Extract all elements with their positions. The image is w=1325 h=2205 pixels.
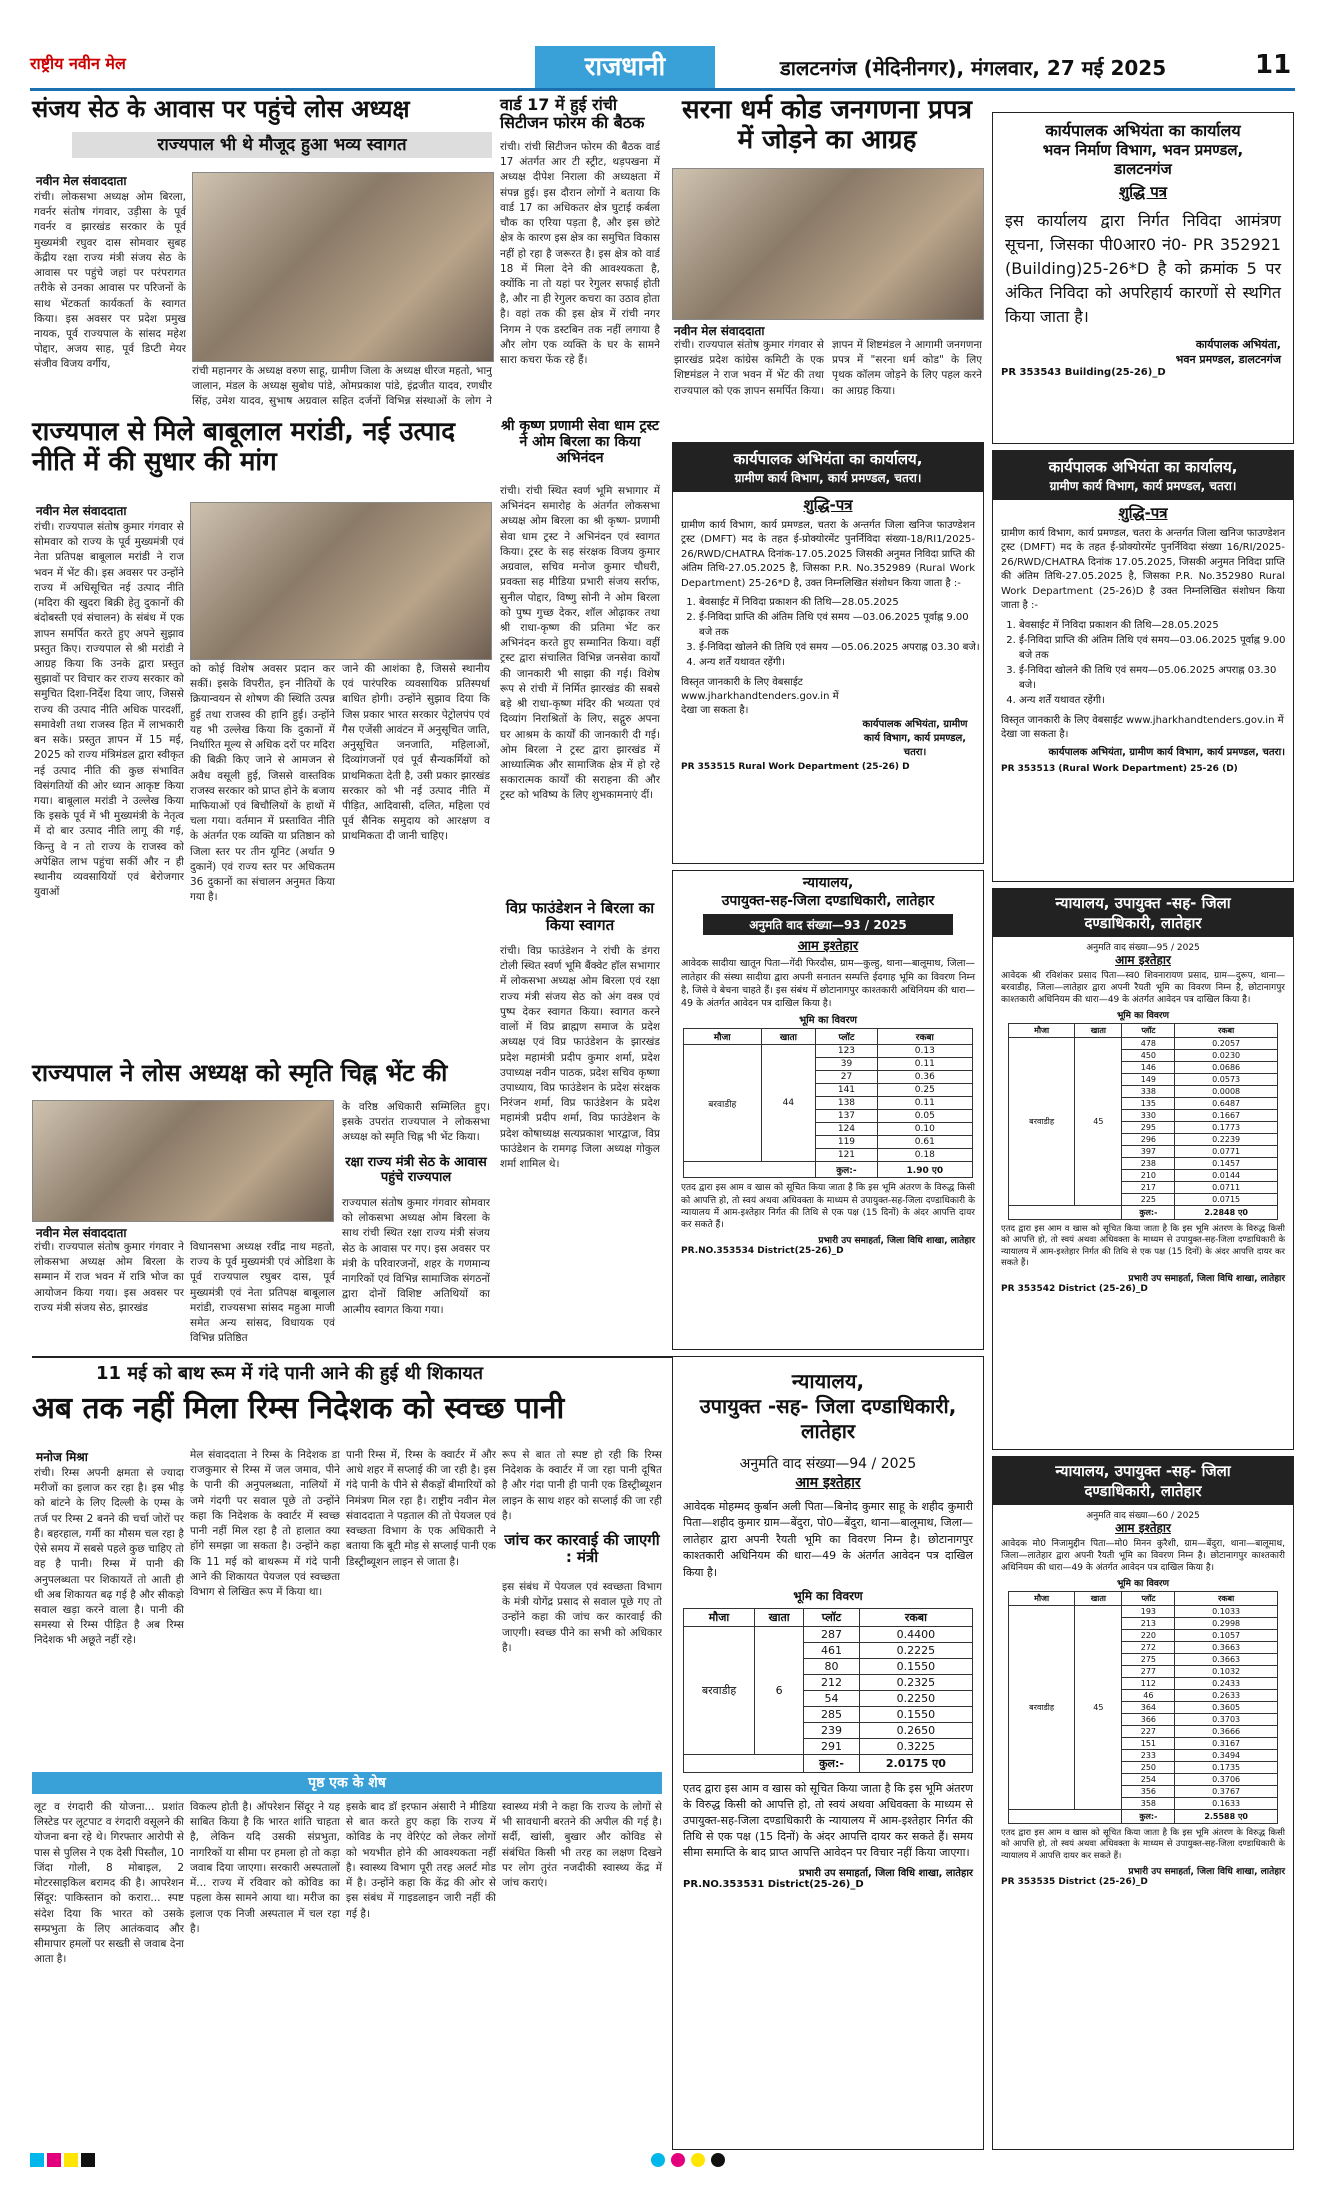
plot-cell: 364 bbox=[1122, 1702, 1175, 1714]
column-header: मौजा bbox=[1009, 1592, 1075, 1606]
rakba-cell: 0.2250 bbox=[859, 1691, 972, 1707]
total-label: कुल:- bbox=[1122, 1810, 1175, 1824]
story1-headline: संजय सेठ के आवास पर पहुंचे लोस अध्यक्ष bbox=[32, 95, 410, 123]
yellow-swatch bbox=[64, 2153, 78, 2167]
plot-cell: 217 bbox=[1122, 1182, 1175, 1194]
rakba-cell: 0.3494 bbox=[1175, 1750, 1278, 1762]
total-spacer bbox=[684, 1755, 804, 1773]
notice7-footer: एतद द्वारा इस आम व खास को सूचित किया जाता है कि इस भूमि अंतरण के विरुद्ध किसी को आपत्ति हो, तो स्वयं अथवा अधिवक्ता के माध्यम से उपायुक्त-सह-जिला दण्डाधिकारी के न्यायालय में आपत्ति दायर कर सकते हैं। bbox=[1001, 1828, 1285, 1861]
story9-body2: मेल संवाददाता ने रिम्स के निदेशक डा राजकुमार से रिम्स में जल जमाव, पीने के पानी की अनुपलब्धता, नालियों में जमे गंदगी पर सवाल पूछे तो उन्होंने कहा कि निदेशक के क्वार्टर में स्वच्छ पानी नहीं मिल रहा है तो हालात क्या होंगे समझा जा सकता है। उन्होंने कहा कि 11 मई को बाथरूम में गंदे पानी आने की शिकायत पेयजल एवं स्वच्छता विभाग से लिखित रूप में किया था। bbox=[190, 1449, 340, 1598]
story6-headline: विप्र फाउंडेशन ने बिरला का किया स्वागत bbox=[505, 899, 655, 935]
notice6-case: अनुमति वाद संख्या—95 / 2025 bbox=[1086, 943, 1200, 953]
cyan-swatch bbox=[30, 2153, 44, 2167]
plot-cell: 138 bbox=[816, 1097, 877, 1110]
column-header: प्लॉट bbox=[816, 1029, 877, 1045]
yellow-dot bbox=[691, 2153, 705, 2167]
notice4-pr: PR.NO.353531 District(25-26)_D bbox=[683, 1878, 864, 1890]
column-header: प्लॉट bbox=[804, 1609, 860, 1627]
plot-cell: 141 bbox=[816, 1084, 877, 1097]
continued-band-label: पृष्ठ एक के शेष bbox=[308, 1775, 386, 1791]
notice4-box bbox=[672, 1356, 984, 2150]
plot-cell: 366 bbox=[1122, 1714, 1175, 1726]
notice4-title3: लातेहार bbox=[800, 1419, 856, 1443]
plot-cell: 46 bbox=[1122, 1690, 1175, 1702]
plot-cell: 287 bbox=[804, 1627, 860, 1643]
plot-cell: 210 bbox=[1122, 1170, 1175, 1182]
column-header: प्लॉट bbox=[1122, 1024, 1175, 1038]
total-row bbox=[684, 1162, 973, 1178]
notice3-pr: PR.NO.353534 District(25-26)_D bbox=[681, 1246, 844, 1256]
notice1-box bbox=[992, 112, 1294, 444]
rakba-cell: 0.1550 bbox=[859, 1707, 972, 1723]
notice5-title2: ग्रामीण कार्य विभाग, कार्य प्रमण्डल, चतरा। bbox=[1049, 479, 1237, 493]
story7-headline: राज्यपाल ने लोस अध्यक्ष को स्मृति चिह्न भेंट की bbox=[32, 1059, 448, 1087]
total-value: 2.5588 ए0 bbox=[1175, 1810, 1278, 1824]
print-registration-marks bbox=[30, 2152, 1295, 2172]
notice5-web: विस्तृत जानकारी के लिए वेबसाईट www.jharkhandtenders.gov.in में देखा जा सकता है। bbox=[1001, 714, 1284, 740]
plot-cell: 212 bbox=[804, 1675, 860, 1691]
notice7-title2: दण्डाधिकारी, लातेहार bbox=[1084, 1482, 1202, 1500]
rakba-cell: 0.2057 bbox=[1175, 1038, 1278, 1050]
notice7-case: अनुमति वाद संख्या—60 / 2025 bbox=[1086, 1511, 1200, 1521]
notice1-title3: डालटनगंज bbox=[1114, 159, 1172, 178]
notice3-case: अनुमति वाद संख्या—93 / 2025 bbox=[703, 914, 953, 935]
notice6-sign: प्रभारी उप समाहर्ता, जिला विधि शाखा, लातेहार bbox=[1128, 1273, 1285, 1284]
story10-body: लूट व रंगदारी की योजना... प्रशांत लिस्टेड पर लूटपाट व रंगदारी वसूलने की योजना बना रहे थे। गिरफ्तार आरोपी से पास से पुलिस ने एक देसी पिस्तौल, 10 जिंदा गोली, 8 मोबाइल, 2 मोटरसाइकिल बरामद की है। आपरेशन सिंदूर: पाकिस्तान को करारा... स्पष्ट संदेश दिया कि भारत को उसके सम्प्रभुता के लिए आतंकवाद और सीमापार हमलों पर सख्ती से जवाब देना आता है। bbox=[34, 1801, 184, 1966]
column-header: खाता bbox=[761, 1029, 816, 1045]
notice2-item: 3. ई-निविदा खोलने की तिथि एवं समय —05.06.2025 अपराह्न 03.30 बजे। bbox=[699, 640, 983, 655]
rakba-cell: 0.2633 bbox=[1175, 1690, 1278, 1702]
rakba-cell: 0.61 bbox=[877, 1136, 972, 1149]
plot-cell: 250 bbox=[1122, 1762, 1175, 1774]
khata-cell: 44 bbox=[761, 1045, 816, 1162]
notice2-title2: ग्रामीण कार्य विभाग, कार्य प्रमण्डल, चतरा। bbox=[734, 471, 922, 485]
rakba-cell: 0.3225 bbox=[859, 1739, 972, 1755]
story3-byline: नवीन मेल संवाददाता bbox=[674, 324, 765, 338]
notice2-box bbox=[672, 442, 984, 864]
rakba-cell: 0.36 bbox=[877, 1071, 972, 1084]
rakba-cell: 0.2225 bbox=[859, 1643, 972, 1659]
notice1-pr: PR 353543 Building(25-26)_D bbox=[1001, 367, 1166, 379]
rakba-cell: 0.1032 bbox=[1175, 1666, 1278, 1678]
black-dot bbox=[711, 2153, 725, 2167]
rakba-cell: 0.0573 bbox=[1175, 1074, 1278, 1086]
story9-byline: मनोज मिश्रा bbox=[36, 1450, 88, 1464]
total-spacer bbox=[1009, 1810, 1122, 1824]
column-header: रकबा bbox=[1175, 1592, 1278, 1606]
story9-body3: पानी रिम्स में, रिम्स के क्वार्टर में और आधे शहर में सप्लाई की जा रही है। इस गंदे पानी के पीने से सैकड़ों बीमारियों को निमंत्रण मिल रहा है। राष्ट्रीय नवीन मेल संवाददाता ने पड़ताल की तो पेयजल एवं स्वच्छता विभाग के एक अधिकारी ने बताया कि बूटी मोड़ से सप्लाई पानी एक डिस्ट्रीब्यूशन लाइन से जाता है। bbox=[346, 1449, 496, 1568]
rakba-cell: 0.0144 bbox=[1175, 1170, 1278, 1182]
black-swatch bbox=[81, 2153, 95, 2167]
section-tab: राजधानी bbox=[535, 46, 715, 88]
column-header: मौजा bbox=[1009, 1024, 1075, 1038]
notice6-pr: PR 353542 District (25-26)_D bbox=[1001, 1283, 1148, 1294]
notice2-body: ग्रामीण कार्य विभाग, कार्य प्रमण्डल, चतरा के अन्तर्गत जिला खनिज फाउण्डेशन ट्रस्ट (DMFT) मद के तहत ई-प्रोक्योरमेंट पुनर्निविदा संख्या-18/RI1/2025-26/RWD/CHATRA दिनांक-17.05.2025 जिसकी अनुमत निविदा प्राप्ति की अंतिम तिथि-27.05.2025 है, जिसका P.R. No.352989 (Rural Work Department) 25-26*D है, उक्त निम्नलिखित संशोधन किया जाता है :- bbox=[681, 519, 975, 589]
story5-body: रांची। रांची स्थित स्वर्ण भूमि सभागार में अभिनंदन समारोह के अंतर्गत लोकसभा अध्यक्ष ओम बिरला का श्री कृष्ण- प्रणामी सेवा धाम ट्रस्ट ने अभिनंदन एवं स्वागत किया। ट्रस्ट के सह संरक्षक विजय कुमार अग्रवाल, सचिव मनोज कुमार चौधरी, प्रवक्ता सह मीडिया प्रभारी संजय सर्राफ, सुनील पोद्दार, विष्णु सोनी ने ओम बिरला को पुष्प गुच्छ देकर, शॉल ओढ़ाकर तथा श्री राधा-कृष्ण की प्रतिमा भेंट कर अभिनंदन करते हुए सम्मानित किया। वहीं ट्रस्ट द्वारा संचालित विभिन्न जनसेवा कार्यों की जानकारी भी साझा की गई। विशेष रूप से रांची में निर्मित झारखंड की सबसे बड़े श्री राधा-कृष्ण मंदिर की भव्यता एवं दिव्यांग निराश्रितों के लिए, सद्गुरु अपना घर आश्रम के कार्यों की जानकारी दी गई। ओम बिरला ने ट्रस्ट द्वारा झारखंड में आध्यात्मिक और सामाजिक क्षेत्र में हो रहे सकारात्मक कार्यों की सराहना की और ट्रस्ट को भविष्य के लिए शुभकामनाएं दीं। bbox=[500, 485, 660, 802]
total-label: कुल:- bbox=[816, 1162, 877, 1178]
rakba-cell: 0.3706 bbox=[1175, 1774, 1278, 1786]
notice4-sub: आम इश्तेहार bbox=[795, 1475, 861, 1491]
notice6-box bbox=[992, 888, 1294, 1450]
rakba-cell: 0.11 bbox=[877, 1097, 972, 1110]
notice5-item: 3. ई-निविदा खोलने की तिथि एवं समय—05.06.2025 अपराह्न 03.30 बजे। bbox=[1019, 663, 1293, 693]
notice2-pr: PR 353515 Rural Work Department (25-26) D bbox=[681, 762, 910, 773]
story2-headline: वार्ड 17 में हुई रांची सिटीजन फोरम की बैठक bbox=[500, 95, 645, 133]
cyan-dot bbox=[651, 2153, 665, 2167]
story2-body: रांची। रांची सिटीजन फोरम की बैठक वार्ड 17 अंतर्गत आर टी स्ट्रीट, थड़पखना में अध्यक्ष दीपेश निराला की अध्यक्षता में संपन्न हुई। इस दौरान लोगों ने बताया कि वार्ड 17 का अधिकतर क्षेत्र घुटाई कर्बला चौक का एरिया पड़ता है, और इस छोटे क्षेत्र के कारण इस क्षेत्र का समुचित विकास नहीं हो रहा है जरूरत है। इस क्षेत्र को वार्ड 18 में मिला देने की आवश्यकता है, क्योंकि ना तो यहां पर रेगुलर सफाई होती है, और ना ही रेगुलर कचरा का उठाव होता है। वहां तक की इस क्षेत्र में रांची नगर निगम ने एक डस्टबिन तक नहीं लगाया है और लोग एक व्यक्ति के घर के सामने सारा कचरा फेंक रहे हैं। bbox=[500, 141, 660, 367]
column-header: मौजा bbox=[684, 1029, 762, 1045]
notice1-sub: शुद्धि पत्र bbox=[1118, 182, 1168, 201]
notice4-title1: न्यायालय, bbox=[791, 1369, 865, 1393]
notice2-sub: शुद्धि-पत्र bbox=[803, 496, 853, 514]
plot-cell: 119 bbox=[816, 1136, 877, 1149]
notice2-items bbox=[699, 595, 983, 670]
story1-subhead: राज्यपाल भी थे मौजूद हुआ भव्य स्वागत bbox=[72, 132, 492, 158]
rakba-cell: 0.3663 bbox=[1175, 1654, 1278, 1666]
story7-photo bbox=[32, 1100, 334, 1222]
story1-body: रांची। लोकसभा अध्यक्ष ओम बिरला, गवर्नर संतोष गंगवार, उड़ीसा के पूर्व गवर्नर व झारखंड सरकार के पूर्व मुख्यमंत्री रघुवर दास सोमवार सुबह केंद्रीय रक्षा राज्य मंत्री संजय सेठ के आवास पर पहुंचे जहां पर परंपरागत तरीके से उनका आवास पर परिजनों के साथ भेंटकर्ता कार्यकर्ता के स्वागत किया। इस अवसर पर प्रदेश प्रमुख नायक, पूर्व राज्यपाल के सांसद महेश पोद्दार, अजय साह, पूर्व डिप्टी मेयर संजीव विजय वर्गीय, bbox=[34, 191, 186, 371]
mauza-cell: बरवाडीह bbox=[684, 1627, 755, 1755]
rakba-cell: 0.0711 bbox=[1175, 1182, 1278, 1194]
notice3-box bbox=[672, 870, 984, 1350]
plot-cell: 135 bbox=[1122, 1098, 1175, 1110]
rakba-cell: 0.1773 bbox=[1175, 1122, 1278, 1134]
notice6-footer: एतद द्वारा इस आम व खास को सूचित किया जाता है कि इस भूमि अंतरण के विरुद्ध किसी को आपत्ति हो, तो स्वयं अथवा अधिवक्ता के माध्यम से उपायुक्त-सह-जिला दण्डाधिकारी के न्यायालय में आम-इश्तेहार निर्गत की तिथि से एक पक्ष (15 दिनों) के अंदर आपत्ति दायर कर सकते हैं। bbox=[1001, 1224, 1285, 1268]
story7-byline: नवीन मेल संवाददाता bbox=[36, 1226, 127, 1240]
notice6-land-table bbox=[1008, 1023, 1278, 1220]
rakba-cell: 0.2998 bbox=[1175, 1618, 1278, 1630]
table-row bbox=[684, 1627, 973, 1643]
story4-body3: जाने की आशंका है, जिससे स्थानीय एवं पारंपरिक व्यवसायिक प्रतिस्पर्धा बाधित होगी। उन्होंने सुझाव दिया कि जिस प्रकार भारत सरकार पेट्रोलपंप एवं गैस एजेंसी आवंटन में अनुसूचित जाति, अनुसूचित जनजाति, महिलाओं, दिव्यांगजनों एवं पूर्व सैन्यकर्मियों को प्राथमिकता देती है, उसी प्रकार झारखंड सरकार को भी नई उत्पाद नीति में पीड़ित, आदिवासी, दलित, महिला एवं पूर्व सैनिक समुदाय को आरक्षण व प्राथमिकता दी जानी चाहिए। bbox=[342, 663, 490, 843]
story9-headline: अब तक नहीं मिला रिम्स निदेशक को स्वच्छ पानी bbox=[32, 1391, 565, 1426]
mauza-cell: बरवाडीह bbox=[684, 1045, 762, 1162]
notice1-title1: कार्यपालक अभियंता का कार्यालय bbox=[1045, 121, 1241, 140]
story1-caption: रांची महानगर के अध्यक्ष वरुण साहू, ग्रामीण जिला के अध्यक्ष धीरज महतो, भानु जालान, मंडल के अध्यक्ष सुबोध पांडे, ओमप्रकाश पांडे, इंद्रजीत यादव, रणधीर सिंह, उमेश यादव, सुभाष अग्रवाल सहित दर्जनों विभिन्न संस्थाओं के लोग ने bbox=[192, 365, 492, 408]
notice4-case: अनुमति वाद संख्या—94 / 2025 bbox=[739, 1456, 917, 1472]
table-row bbox=[684, 1045, 973, 1058]
plot-cell: 225 bbox=[1122, 1194, 1175, 1206]
story10-body2: विकल्प होती है। ऑपरेशन सिंदूर ने यह साबित किया है कि भारत शांति चाहता है, लेकिन यदि उसकी संप्रभुता, नागरिकों या सीमा पर हमला हो तो कड़ा जवाब दिया जाएगा। सरकारी अस्पतालों में... राज्य में रविवार को कोविड का पहला केस सामने आया था। मरीज का इलाज एक निजी अस्पताल में चल रहा है। bbox=[190, 1801, 340, 1935]
plot-cell: 80 bbox=[804, 1659, 860, 1675]
total-value: 2.0175 ए0 bbox=[859, 1755, 972, 1773]
plot-cell: 213 bbox=[1122, 1618, 1175, 1630]
rakba-cell: 0.3605 bbox=[1175, 1702, 1278, 1714]
story9-kicker: 11 मई को बाथ रूम में गंदे पानी आने की हुई थी शिकायत bbox=[96, 1363, 484, 1384]
story9-body: रांची। रिम्स अपनी क्षमता से ज्यादा मरीजों का इलाज कर रहा है। इस भीड़ को बांटने के लिए दिल्ली के एम्स के तर्ज पर रिम्स 2 बनने की चर्चा जोरों पर है। बहरहाल, गर्मी का मौसम चल रहा है ऐसे समय में सबसे पहले कुछ चाहिए तो वह है पानी। रिम्स में पानी की अनुपलब्धता पर शिकायतें तो आती ही थी अब शिकायत बढ़ गई है और सीकड़ो सवाल खड़ा करने वाला है। पानी की समस्या से रिम्स पीड़ित है अब रिम्स निदेशक भी अछूते नहीं रहे। bbox=[34, 1467, 184, 1647]
story4-headline: राज्यपाल से मिले बाबूलाल मरांडी, नई उत्पाद नीति में की सुधार की मांग bbox=[32, 417, 456, 477]
column-header: मौजा bbox=[684, 1609, 755, 1627]
mauza-cell: बरवाडीह bbox=[1009, 1606, 1075, 1810]
notice1-sign2: भवन प्रमण्डल, डालटनगंज bbox=[1175, 353, 1281, 367]
notice5-body: ग्रामीण कार्य विभाग, कार्य प्रमण्डल, चतरा के अन्तर्गत जिला खनिज फाउण्डेशन ट्रस्ट (DMFT) मद के तहत ई-प्रोक्योरमेंट पुनर्निविदा संख्या 16/RI/2025-26/RWD/CHATRA दिनांक 17.05.2025, जिसकी अनुमत निविदा प्राप्ति की अंतिम तिथि-27.05.2025 है, जिसका P.R. No.352980 Rural Work Department (25-26)D है उक्त निम्नलिखित संशोधन किया जाता है :- bbox=[1001, 527, 1285, 612]
plot-cell: 461 bbox=[804, 1643, 860, 1659]
notice6-body: आवेदक श्री रविशंकर प्रसाद पिता—स्व0 शिवनारायण प्रसाद, ग्राम—दुरूप, थाना—बरवाडीह, जिला—लातेहार द्वारा अपनी रैयती भूमि का विवरण निम्न है, छोटानागपुर काश्तकारी अधिनियम की धारा—49 के अंतर्गत आवेदन पत्र दाखिल किया है। bbox=[1001, 971, 1285, 1006]
notice5-box bbox=[992, 450, 1294, 882]
notice3-title2: उपायुक्त-सह-जिला दण्डाधिकारी, लातेहार bbox=[721, 892, 935, 909]
plot-cell: 121 bbox=[816, 1149, 877, 1162]
notice5-title1: कार्यपालक अभियंता का कार्यालय, bbox=[1048, 458, 1238, 476]
notice3-body: आवेदक सादीया खातून पिता—गेंदी फिरदौस, ग्राम—कुल्हु, थाना—बालूमाथ, जिला—लातेहार की संस्था सादीया द्वारा अपनी सनातन सम्पत्ति ईदगाह भूमि का विवरण निम्न है, जिसे वे बेचना चाहते हैं। इस संबंध में छोटानागपुर काश्तकारी अधिनियम की धारा—49 के अंतर्गत आवेदन पत्र दाखिल किया है। bbox=[681, 958, 975, 1010]
notice2-title1: कार्यपालक अभियंता का कार्यालय, bbox=[733, 450, 923, 468]
story5-headline: श्री कृष्ण प्रणामी सेवा धाम ट्रस्ट ने ओम बिरला का किया अभिनंदन bbox=[500, 418, 660, 467]
notice2-web: विस्तृत जानकारी के लिए वेबसाईट www.jharkhandtenders.gov.in में देखा जा सकता है। bbox=[681, 677, 839, 717]
notice7-land-table bbox=[1008, 1591, 1278, 1824]
total-value: 1.90 ए0 bbox=[877, 1162, 972, 1178]
notice5-items bbox=[1019, 618, 1293, 708]
column-header: रकबा bbox=[859, 1609, 972, 1627]
magenta-dot bbox=[671, 2153, 685, 2167]
rakba-cell: 0.3767 bbox=[1175, 1786, 1278, 1798]
rakba-cell: 0.18 bbox=[877, 1149, 972, 1162]
paper-name: राष्ट्रीय नवीन मेल bbox=[30, 54, 126, 73]
rakba-cell: 0.4400 bbox=[859, 1627, 972, 1643]
notice1-sign1: कार्यपालक अभियंता, bbox=[1195, 338, 1281, 352]
rakba-cell: 0.13 bbox=[877, 1045, 972, 1058]
dateline: डालटनगंज (मेदिनीनगर), मंगलवार, 27 मई 2025 bbox=[780, 56, 1167, 80]
notice3-sign: प्रभारी उप समाहर्ता, जिला विधि शाखा, लातेहार bbox=[818, 1236, 975, 1246]
plot-cell: 27 bbox=[816, 1071, 877, 1084]
notice1-title2: भवन निर्माण विभाग, भवन प्रमण्डल, bbox=[1042, 141, 1244, 159]
notice5-sign: कार्यपालक अभियंता, ग्रामीण कार्य विभाग, कार्य प्रमण्डल, चतरा। bbox=[1048, 746, 1285, 758]
total-row bbox=[684, 1755, 973, 1773]
rakba-cell: 0.11 bbox=[877, 1058, 972, 1071]
story7-body2: विधानसभा अध्यक्ष रवींद्र नाथ महतो, राज्य के पूर्व मुख्यमंत्री एवं ओडिशा के पूर्व राज्यपाल रघुबर दास, पूर्व मुख्यमंत्री एवं नेता प्रतिपक्ष बाबूलाल मरांडी, राज्यसभा सांसद महुआ माजी समेत अन्य सांसद, विधायक एवं विभिन्न प्रतिष्ठित bbox=[190, 1241, 335, 1345]
plot-cell: 239 bbox=[804, 1723, 860, 1739]
total-spacer bbox=[684, 1162, 816, 1178]
plot-cell: 275 bbox=[1122, 1654, 1175, 1666]
story6-body: रांची। विप्र फाउंडेशन ने रांची के डंगरा टोली स्थित स्वर्ण भूमि बैंक्वेट हॉल सभागार में लोकसभा अध्यक्ष ओम बिरला एवं रक्षा राज्य मंत्री संजय सेठ को अंग वस्त्र एवं पुष्प देकर स्वागत किया। स्वागत करने वालों में विप्र ब्राह्मण समाज के प्रदेश अध्यक्ष एवं विप्र फाउंडेशन के झारखंड प्रदेश महामंत्री प्रदीप कुमार शर्मा, प्रदेश उपाध्यक्ष नवीन पाठक, प्रदेश सचिव कृष्णा उपाध्याय, विप्र फाउंडेशन के प्रदेश संरक्षक निरंजन शर्मा, विप्र फाउंडेशन के प्रदेश महामंत्री प्रदीप शर्मा, विप्र फाउंडेशन के प्रदेश कोषाध्यक्ष सत्यप्रकाश भारद्वाज, विप्र फाउंडेशन के रामगढ़ जिला अध्यक्ष गोकुल शर्मा शामिल थे। bbox=[500, 945, 660, 1171]
plot-cell: 220 bbox=[1122, 1630, 1175, 1642]
story4-body: रांची। राज्यपाल संतोष कुमार गंगवार से सोमवार को राज्य के पूर्व मुख्यमंत्री एवं नेता प्रतिपक्ष बाबूलाल मरांडी ने राज भवन में भेंट की। इस अवसर पर उन्होंने राज्य में अधिसूचित नई उत्पाद नीति (मदिरा की खुदरा बिक्री हेतु दुकानों की बंदोबस्ती एवं संचालन) के संबंध में एक ज्ञापन समर्पित करते हुए अपने सुझाव प्रस्तुत किए। राज्यपाल से श्री मरांडी ने आग्रह किया कि उनके द्वारा प्रस्तुत सुझावों पर विचार कर राज्य सरकार को समुचित दिशा-निर्देश दिया जाए, जिससे राज्य की उत्पाद नीति अधिक पारदर्शी, समावेशी तथा राजस्व हित में लाभकारी बन सके। प्रस्तुत ज्ञापन में 15 मई, 2025 को राज्य मंत्रिमंडल द्वारा स्वीकृत नई उत्पाद नीति की कुछ संभावित विसंगतियों की ओर ध्यान आकृष्ट किया गया। बाबूलाल मरांडी ने उल्लेख किया कि इसके पूर्व में भी मुख्यमंत्री के नेतृत्व में दो बार उत्पाद नीति लागू की गई, किन्तु वे न तो राज्य के राजस्व को अपेक्षित लाभ पहुंचा सकीं और न ही स्थानीय व्यवसायियों एवं बेरोजगार युवाओं bbox=[34, 521, 184, 899]
rakba-cell: 0.0230 bbox=[1175, 1050, 1278, 1062]
table-row bbox=[1009, 1606, 1278, 1618]
notice6-title2: दण्डाधिकारी, लातेहार bbox=[1084, 914, 1202, 932]
rakba-cell: 0.10 bbox=[877, 1123, 972, 1136]
story9-subhead: जांच कर कारवाई की जाएगी : मंत्री bbox=[504, 1531, 660, 1567]
total-row bbox=[1009, 1206, 1278, 1220]
story3-body: रांची। राज्यपाल संतोष कुमार गंगवार से झारखंड प्रदेश कांग्रेस कमिटी के एक शिष्टमंडल ने राज भवन में भेंट की तथा राज्यपाल को एक ज्ञापन समर्पित किया। ज्ञापन में शिष्टमंडल ने आगामी जनगणना प्रपत्र में "सरना धर्म कोड" के लिए पृथक कॉलम जोड़ने के लिए पहल करने का आग्रह किया। bbox=[674, 339, 982, 397]
plot-cell: 478 bbox=[1122, 1038, 1175, 1050]
column-header: रकबा bbox=[1175, 1024, 1278, 1038]
notice5-item: 4. अन्य शर्तें यथावत रहेंगी। bbox=[1019, 693, 1293, 708]
rakba-cell: 0.1633 bbox=[1175, 1798, 1278, 1810]
notice3-sub: आम इश्तेहार bbox=[797, 939, 859, 954]
rakba-cell: 0.1057 bbox=[1175, 1630, 1278, 1642]
notice2-item: 1. बेवसाईट में निविदा प्रकाशन की तिथि—28.05.2025 bbox=[699, 595, 983, 610]
rakba-cell: 0.2650 bbox=[859, 1723, 972, 1739]
story9-body5: इस संबंध में पेयजल एवं स्वच्छता विभाग के मंत्री योगेंद्र प्रसाद से सवाल पूछे गए तो उन्होंने कहा की जांच कर कारवाई की जाएगी। स्वच्छ पीने का सभी को अधिकार है। bbox=[502, 1581, 662, 1654]
plot-cell: 54 bbox=[804, 1691, 860, 1707]
notice4-body: आवेदक मोहम्मद कुर्बान अली पिता—बिनोद कुमार साहू के शहीद कुमारी पिता—शहीद कुमार ग्राम—बेंदुरा, पो0—बेंदुरा, थाना—बालूमाथ, जिला—लातेहार द्वारा अपनी रैयती भूमि का विवरण निम्न है। छोटानागपुर काश्तकारी अधिनियम की धारा—49 के अंतर्गत आवेदन पत्र दाखिल किया है। bbox=[683, 1499, 973, 1579]
plot-cell: 285 bbox=[804, 1707, 860, 1723]
notice6-land-caption: भूमि का विवरण bbox=[1116, 1011, 1170, 1022]
rakba-cell: 0.3666 bbox=[1175, 1726, 1278, 1738]
plot-cell: 233 bbox=[1122, 1750, 1175, 1762]
notice2-item: 4. अन्य शर्तें यथावत रहेंगी। bbox=[699, 655, 983, 670]
total-row bbox=[1009, 1810, 1278, 1824]
plot-cell: 291 bbox=[804, 1739, 860, 1755]
page-number: 11 bbox=[1255, 50, 1292, 80]
story4-photo bbox=[190, 502, 492, 660]
notice4-footer: एतद द्वारा इस आम व खास को सूचित किया जाता है कि इस भूमि अंतरण के विरुद्ध किसी को आपत्ति हो, तो स्वयं अथवा अधिवक्ता के माध्यम से उपायुक्त-सह-जिला दण्डाधिकारी के न्यायालय में आम-इश्तेहार निर्गत की तिथि से एक पक्ष (15 दिनों) के अंदर आपत्ति दायर कर सकते हैं। समय सीमा समाप्ति के बाद प्राप्त आपत्ति आवेदन पर विचार नहीं किया जाएगा। bbox=[683, 1782, 973, 1859]
rakba-cell: 0.2239 bbox=[1175, 1134, 1278, 1146]
notice4-title2: उपायुक्त -सह- जिला दण्डाधिकारी, bbox=[699, 1394, 957, 1418]
column-header: खाता bbox=[1075, 1592, 1122, 1606]
notice7-body: आवेदक मो0 निजामुद्दीन पिता—मो0 मिनन कुरैशी, ग्राम—बेंदुरा, थाना—बालूमाथ, जिला—लातेहार द्वारा अपनी रैयती भूमि का विवरण निम्न है। छोटानागपुर काश्तकारी अधिनियम की धारा—49 के अंतर्गत आवेदन पत्र दाखिल किया है। bbox=[1001, 1539, 1285, 1574]
plot-cell: 137 bbox=[816, 1110, 877, 1123]
plot-cell: 277 bbox=[1122, 1666, 1175, 1678]
notice6-title1: न्यायालय, उपायुक्त -सह- जिला bbox=[1055, 894, 1231, 912]
notice7-sign: प्रभारी उप समाहर्ता, जिला विधि शाखा, लातेहार bbox=[1128, 1866, 1285, 1877]
rakba-cell: 0.2325 bbox=[859, 1675, 972, 1691]
story1-photo bbox=[192, 172, 494, 362]
rakba-cell: 0.1667 bbox=[1175, 1110, 1278, 1122]
plot-cell: 272 bbox=[1122, 1642, 1175, 1654]
table-header-row bbox=[684, 1609, 973, 1627]
story7-body: रांची। राज्यपाल संतोष कुमार गंगवार ने लोकसभा अध्यक्ष ओम बिरला के सम्मान में राज भवन में रात्रि भोज का आयोजन किया गया। इस अवसर पर राज्य मंत्री संजय सेठ, झारखंड bbox=[34, 1241, 184, 1314]
plot-cell: 39 bbox=[816, 1058, 877, 1071]
plot-cell: 254 bbox=[1122, 1774, 1175, 1786]
plot-cell: 123 bbox=[816, 1045, 877, 1058]
rakba-cell: 0.3703 bbox=[1175, 1714, 1278, 1726]
notice3-title1: न्यायालय, bbox=[802, 875, 854, 891]
rakba-cell: 0.3167 bbox=[1175, 1738, 1278, 1750]
notice6-sub: आम इश्तेहार bbox=[1115, 953, 1171, 967]
notice5-sub: शुद्धि-पत्र bbox=[1118, 504, 1168, 522]
rakba-cell: 0.1033 bbox=[1175, 1606, 1278, 1618]
rakba-cell: 0.1550 bbox=[859, 1659, 972, 1675]
story9-body4: रूप से बात तो स्पष्ट हो रही कि रिम्स निदेशक के क्वार्टर में जा रहा पानी दूषित है और गंदा पानी ही पानी एक डिस्ट्रीब्यूशन लाइन के साथ शहर को सप्लाई की जा रही है। bbox=[502, 1449, 662, 1522]
notice7-pr: PR 353535 District (25-26)_D bbox=[1001, 1876, 1148, 1887]
notice4-land-table bbox=[683, 1608, 973, 1773]
notice7-box bbox=[992, 1456, 1294, 2150]
story8-body: राज्यपाल संतोष कुमार गंगवार सोमवार को लोकसभा अध्यक्ष ओम बिरला के साथ रांची स्थित रक्षा राज्य मंत्री संजय सेठ के आवास पर गए। इस अवसर पर मंत्री के परिवारजनों, शहर के गणमान्य नागरिकों एवं विभिन्न सामाजिक संगठनों द्वारा दोनों विशिष्ट अतिथियों का आत्मीय स्वागत किया गया। bbox=[342, 1197, 490, 1316]
story10-body4: स्वास्थ्य मंत्री ने कहा कि राज्य के लोगों से भी सावधानी बरतने की अपील की गई है। सर्दी, खांसी, बुखार और कोविड से संबंधित किसी भी तरह का लक्षण दिखने पर लोग तुरंत नजदीकी स्वास्थ्य केंद्र में जांच कराएं। bbox=[502, 1801, 662, 1890]
plot-cell: 124 bbox=[816, 1123, 877, 1136]
continued-band bbox=[32, 1772, 662, 1794]
notice3-land-table bbox=[683, 1028, 973, 1178]
notice5-item: 1. बेवसाईट में निविदा प्रकाशन की तिथि—28.05.2025 bbox=[1019, 618, 1293, 633]
rakba-cell: 0.0008 bbox=[1175, 1086, 1278, 1098]
table-header-row bbox=[1009, 1592, 1278, 1606]
column-header: खाता bbox=[1075, 1024, 1122, 1038]
notice3-footer: एतद द्वारा इस आम व खास को सूचित किया जाता है कि इस भूमि अंतरण के विरुद्ध किसी को आपत्ति हो, तो स्वयं अथवा अधिवक्ता के माध्यम से उपायुक्त-सह-जिला दण्डाधिकारी के न्यायालय में आम-इश्तेहार निर्गत की तिथि से एक पक्ष (15 दिनों) के अंदर आपत्ति दायर कर सकते हैं। bbox=[681, 1183, 975, 1230]
notice7-land-caption: भूमि का विवरण bbox=[1116, 1579, 1170, 1590]
notice1-body: इस कार्यालय द्वारा निर्गत निविदा आमंत्रण सूचना, जिसका पी0आर0 नं0- PR 352921 (Building)25-26*D है को क्रमांक 5 पर अंकित निविदा को अपरिहार्य कारणों से स्थगित किया जाता है। bbox=[1005, 211, 1281, 327]
plot-cell: 450 bbox=[1122, 1050, 1175, 1062]
magenta-swatch bbox=[47, 2153, 61, 2167]
plot-cell: 151 bbox=[1122, 1738, 1175, 1750]
rakba-cell: 0.25 bbox=[877, 1084, 972, 1097]
plot-cell: 397 bbox=[1122, 1146, 1175, 1158]
plot-cell: 330 bbox=[1122, 1110, 1175, 1122]
notice5-item: 2. ई-निविदा प्राप्ति की अंतिम तिथि एवं समय—03.06.2025 पूर्वाह्न 9.00 बजे तक bbox=[1019, 633, 1293, 663]
column-header: रकबा bbox=[877, 1029, 972, 1045]
plot-cell: 193 bbox=[1122, 1606, 1175, 1618]
total-value: 2.2848 ए0 bbox=[1175, 1206, 1278, 1220]
rakba-cell: 0.0715 bbox=[1175, 1194, 1278, 1206]
notice3-land-caption: भूमि का विवरण bbox=[799, 1015, 857, 1027]
khata-cell: 45 bbox=[1075, 1038, 1122, 1206]
rakba-cell: 0.3663 bbox=[1175, 1642, 1278, 1654]
total-spacer bbox=[1009, 1206, 1122, 1220]
column-header: प्लॉट bbox=[1122, 1592, 1175, 1606]
notice7-sub: आम इश्तेहार bbox=[1115, 1521, 1171, 1535]
rakba-cell: 0.1735 bbox=[1175, 1762, 1278, 1774]
column-header: खाता bbox=[755, 1609, 804, 1627]
story7-body3: के वरिष्ठ अधिकारी सम्मिलित हुए। इसके उपरांत राज्यपाल ने लोकसभा अध्यक्ष को स्मृति चिह्न भी भेंट किया। bbox=[342, 1101, 490, 1144]
plot-cell: 146 bbox=[1122, 1062, 1175, 1074]
plot-cell: 112 bbox=[1122, 1678, 1175, 1690]
rakba-cell: 0.0771 bbox=[1175, 1146, 1278, 1158]
rakba-cell: 0.1457 bbox=[1175, 1158, 1278, 1170]
plot-cell: 227 bbox=[1122, 1726, 1175, 1738]
mauza-cell: बरवाडीह bbox=[1009, 1038, 1075, 1206]
khata-cell: 45 bbox=[1075, 1606, 1122, 1810]
khata-cell: 6 bbox=[755, 1627, 804, 1755]
story3-headline: सरना धर्म कोड जनगणना प्रपत्र में जोड़ने का आग्रह bbox=[682, 95, 972, 155]
plot-cell: 149 bbox=[1122, 1074, 1175, 1086]
table-row bbox=[1009, 1038, 1278, 1050]
notice4-land-caption: भूमि का विवरण bbox=[793, 1589, 863, 1603]
rakba-cell: 0.0686 bbox=[1175, 1062, 1278, 1074]
plot-cell: 338 bbox=[1122, 1086, 1175, 1098]
notice5-pr: PR 353513 (Rural Work Department) 25-26 (D) bbox=[1001, 763, 1238, 774]
total-label: कुल:- bbox=[804, 1755, 860, 1773]
rakba-cell: 0.2433 bbox=[1175, 1678, 1278, 1690]
notice2-sign: कार्यपालक अभियंता, ग्रामीण कार्य विभाग, कार्य प्रमण्डल, चतरा। bbox=[862, 719, 968, 759]
plot-cell: 238 bbox=[1122, 1158, 1175, 1170]
table-header-row bbox=[1009, 1024, 1278, 1038]
plot-cell: 296 bbox=[1122, 1134, 1175, 1146]
plot-cell: 295 bbox=[1122, 1122, 1175, 1134]
rakba-cell: 0.6487 bbox=[1175, 1098, 1278, 1110]
story4-body2: को कोई विशेष अवसर प्रदान कर सकीं। इसके विपरीत, इन नीतियों के क्रियान्वयन से शोषण की स्थिति उत्पन्न हुई तथा राजस्व की हानि हुई। उन्होंने यह भी उल्लेख किया कि दुकानों में निर्धारित मूल्य से अधिक दरों पर मदिरा की बिक्री किए जाने से आमजन से अवैध वसूली हुई, जिससे वास्तविक राजस्व सरकार को प्राप्त होने के बजाय माफियाओं एवं बिचौलियों के हाथों में चला गया। वर्तमान में प्रस्तावित नीति के अंतर्गत एक व्यक्ति या प्रतिष्ठान को जिला स्तर पर तीन यूनिट (अर्थात 9 दुकानें) एवं राज्य स्तर पर अधिकतम 36 दुकानों का संचालन अनुमत किया गया है। bbox=[190, 663, 335, 904]
story4-byline: नवीन मेल संवाददाता bbox=[36, 504, 127, 518]
plot-cell: 356 bbox=[1122, 1786, 1175, 1798]
total-label: कुल:- bbox=[1122, 1206, 1175, 1220]
rakba-cell: 0.05 bbox=[877, 1110, 972, 1123]
notice2-item: 2. ई-निविदा प्राप्ति की अंतिम तिथि एवं समय —03.06.2025 पूर्वाह्न 9.00 बजे तक bbox=[699, 610, 983, 640]
plot-cell: 358 bbox=[1122, 1798, 1175, 1810]
story1-byline: नवीन मेल संवाददाता bbox=[36, 174, 127, 188]
story10-body3: इसके बाद डॉ इरफान अंसारी ने मीडिया से बात करते हुए कहा कि राज्य में कोविड के नए वेरिएंट को लेकर लोगों को भयभीत होने की आवश्यकता नहीं है। स्वास्थ्य विभाग पूरी तरह अलर्ट मोड में है। उन्होंने कहा कि केंद्र की ओर से इस संबंध में गाइडलाइन जारी नहीं की गई है। bbox=[346, 1801, 496, 1920]
story8-headline: रक्षा राज्य मंत्री सेठ के आवास पहुंचे राज्यपाल bbox=[345, 1155, 487, 1185]
story3-photo bbox=[672, 168, 984, 320]
notice7-title1: न्यायालय, उपायुक्त -सह- जिला bbox=[1055, 1462, 1231, 1480]
table-header-row bbox=[684, 1029, 973, 1045]
notice4-sign: प्रभारी उप समाहर्ता, जिला विधि शाखा, लातेहार bbox=[798, 1867, 973, 1879]
